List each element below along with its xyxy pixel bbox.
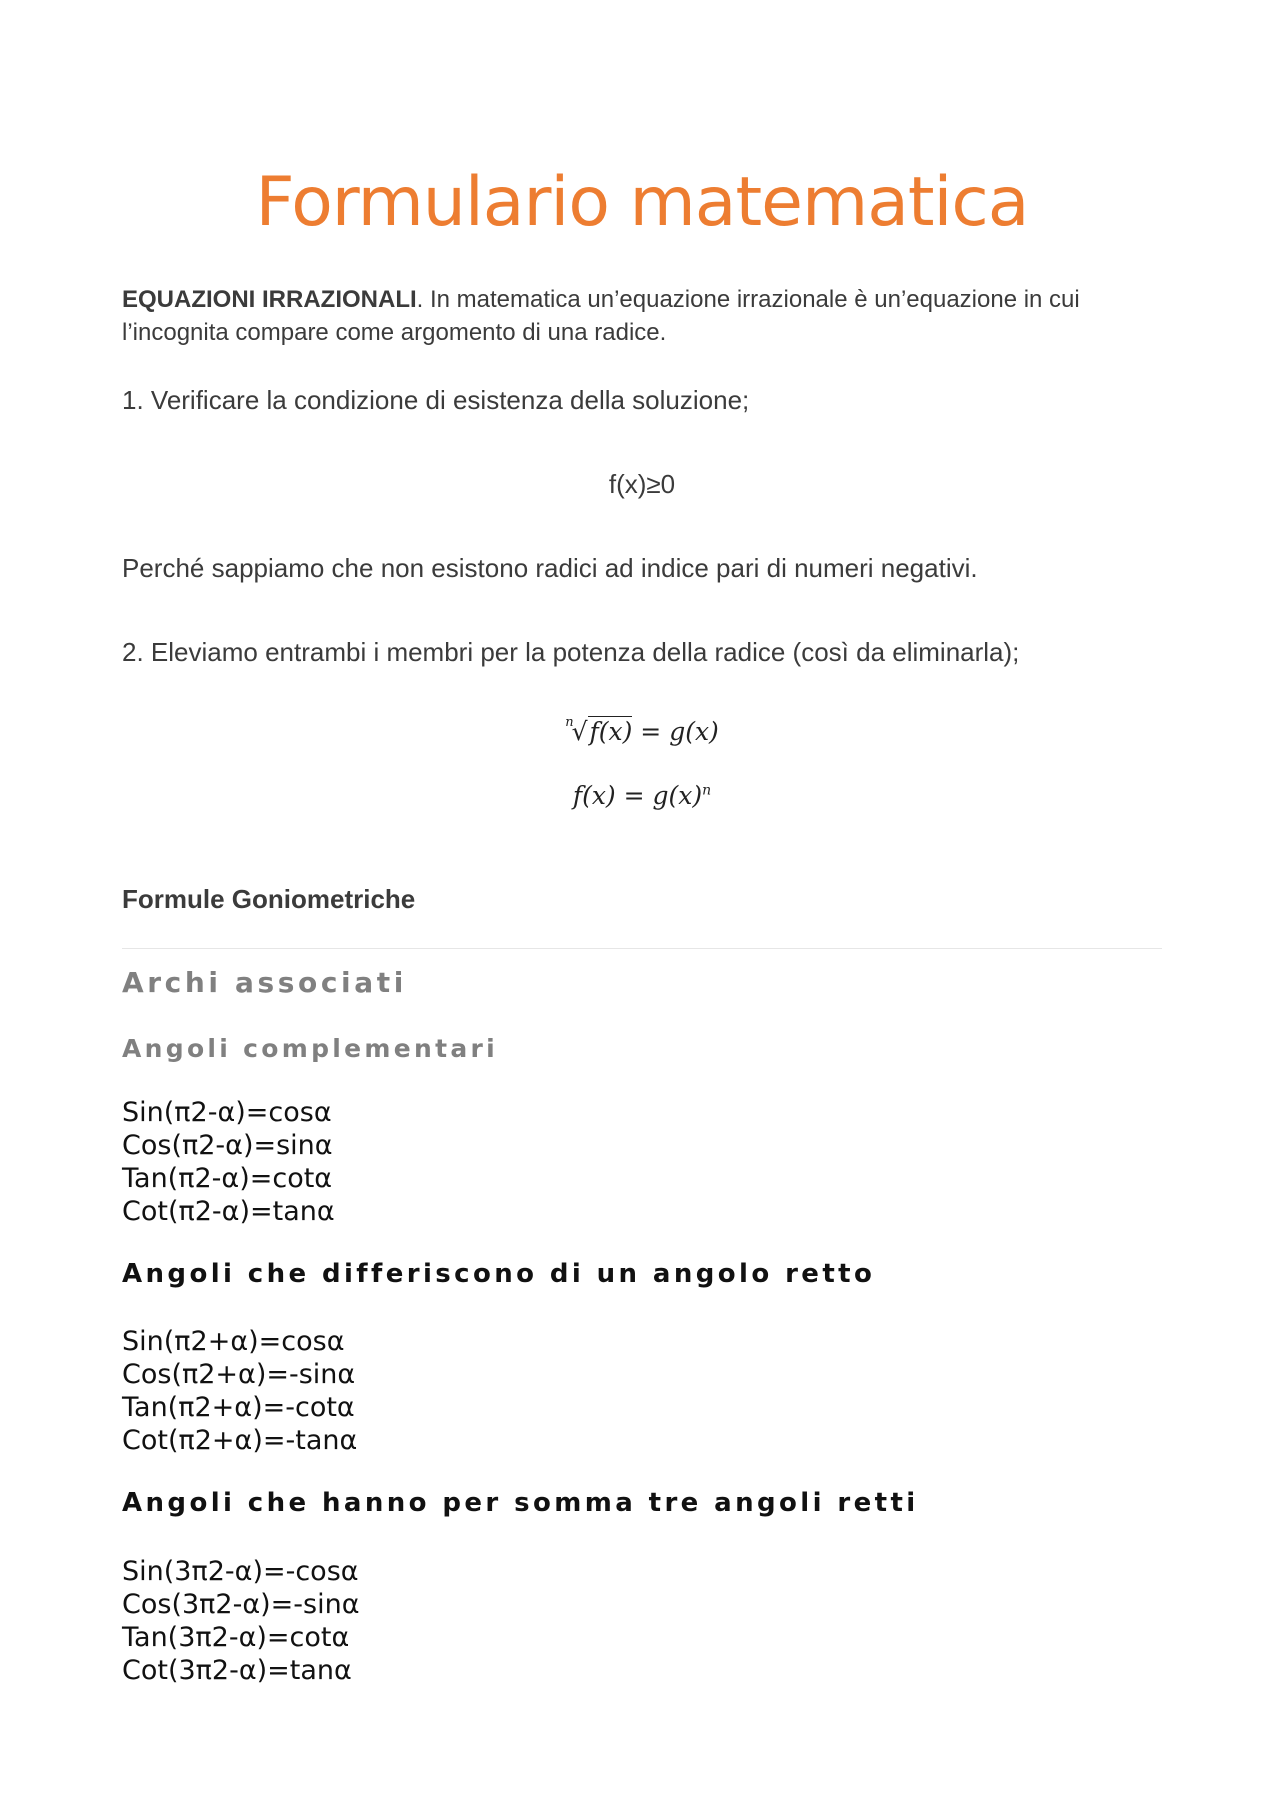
formula-line: Cot(3π2-α)=tanα bbox=[122, 1655, 352, 1686]
step-1: 1. Verificare la condizione di esistenza della soluzione; bbox=[122, 385, 750, 415]
nth-root: $^n$√f(x) bbox=[565, 715, 633, 746]
existence-condition: f(x)≥0 bbox=[608, 469, 676, 499]
formula-line: Tan(π2-α)=cotα bbox=[122, 1163, 333, 1194]
root-index: n bbox=[565, 715, 574, 730]
formulas-tre-angoli-retti bbox=[122, 1555, 360, 1687]
intro-label: EQUAZIONI IRRAZIONALI bbox=[122, 286, 417, 313]
equation-power-exponent: n bbox=[702, 782, 712, 799]
equation-root bbox=[122, 715, 1162, 747]
intro-paragraph bbox=[122, 283, 1172, 349]
step-2: 2. Eleviamo entrambi i membri per la potenza della radice (così da eliminarla); bbox=[122, 637, 1020, 667]
equation-root-rhs: = g(x) bbox=[632, 717, 719, 746]
equation-power bbox=[122, 781, 1162, 811]
intro-text: . In matematica un’equazione irrazionale è un’equazione in cui l’incognita compare come argomento di una radice. bbox=[122, 286, 1080, 346]
heading-tre-angoli-retti: Angoli che hanno per somma tre angoli retti bbox=[122, 1488, 919, 1518]
formula-line: Cot(π2-α)=tanα bbox=[122, 1196, 335, 1227]
section-title-goniometriche: Formule Goniometriche bbox=[122, 884, 416, 914]
formula-line: Sin(π2+α)=cosα bbox=[122, 1326, 345, 1357]
radicand: f(x) bbox=[589, 717, 633, 746]
section-divider bbox=[122, 948, 1162, 949]
formula-line: Sin(π2-α)=cosα bbox=[122, 1097, 332, 1128]
formula-line: Cos(π2+α)=-sinα bbox=[122, 1359, 356, 1390]
reason-text: Perché sappiamo che non esistono radici ad indice pari di numeri negativi. bbox=[122, 553, 978, 583]
equation-power-main: f(x) = g(x) bbox=[572, 781, 703, 810]
formula-line: Sin(3π2-α)=-cosα bbox=[122, 1556, 359, 1587]
document-title: Formulario matematica bbox=[255, 163, 1029, 242]
formulas-complementari bbox=[122, 1096, 335, 1228]
formula-line: Tan(3π2-α)=cotα bbox=[122, 1622, 350, 1653]
formula-line: Cot(π2+α)=-tanα bbox=[122, 1425, 358, 1456]
formula-line: Cos(3π2-α)=-sinα bbox=[122, 1589, 360, 1620]
heading-archi-associati: Archi associati bbox=[122, 966, 407, 999]
formulas-angolo-retto bbox=[122, 1325, 357, 1457]
heading-angolo-retto: Angoli che differiscono di un angolo retto bbox=[122, 1259, 876, 1289]
formula-line: Cos(π2-α)=sinα bbox=[122, 1130, 333, 1161]
formula-line: Tan(π2+α)=-cotα bbox=[122, 1392, 355, 1423]
heading-angoli-complementari: Angoli complementari bbox=[122, 1034, 499, 1063]
